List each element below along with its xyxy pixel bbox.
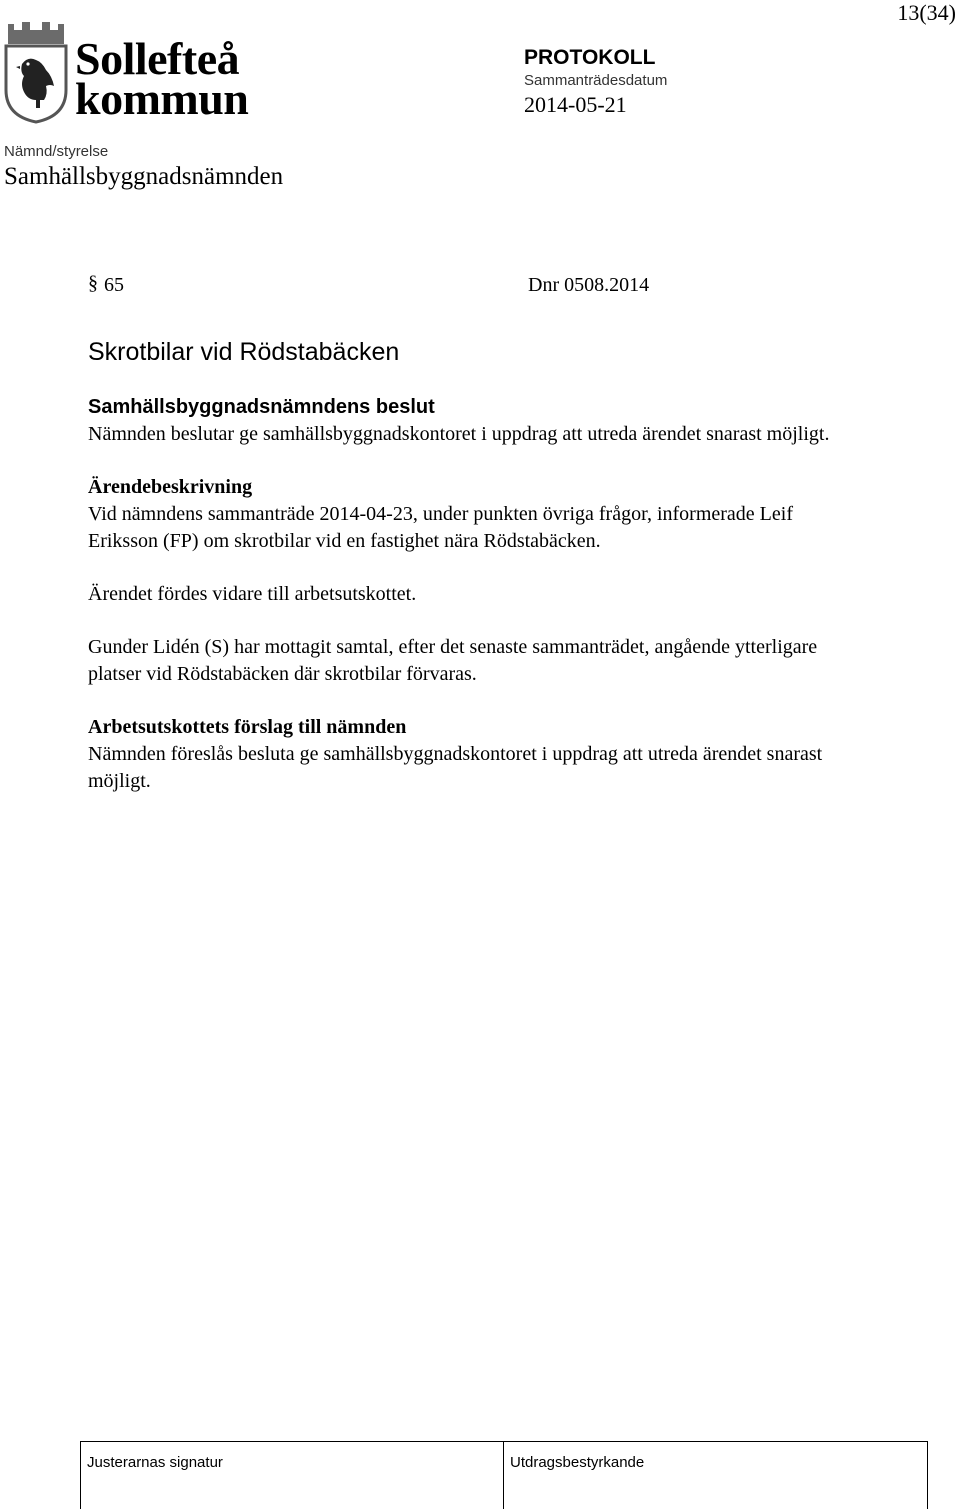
- description-line: Eriksson (FP) om skrotbilar vid en fastighet nära Rödstabäcken.: [88, 530, 601, 552]
- description-line: Vid nämndens sammanträde 2014-04-23, under punkten övriga frågor, informerade Leif: [88, 503, 793, 525]
- meeting-date-label: Sammanträdesdatum: [524, 72, 668, 89]
- decision-heading: Samhällsbyggnadsnämndens beslut: [88, 396, 435, 418]
- board-label: Nämnd/styrelse: [4, 143, 109, 160]
- description-line: Gunder Lidén (S) har mottagit samtal, efter det senaste sammanträdet, angående ytterligare: [88, 636, 818, 658]
- decision-text: Nämnden beslutar ge samhällsbyggnadskontoret i uppdrag att utreda ärendet snarast möjligt.: [88, 423, 830, 445]
- signature-footer: [80, 1441, 928, 1509]
- justerare-signature-label: Justerarnas signatur: [87, 1454, 223, 1471]
- footer-divider: [503, 1442, 504, 1509]
- logo-text-line1: Sollefteå: [75, 33, 240, 84]
- page-number: 13(34): [897, 0, 956, 25]
- extract-certified-label: Utdragsbestyrkande: [510, 1454, 645, 1471]
- coat-of-arms-grouse-icon: [4, 20, 68, 124]
- item-body: [88, 394, 948, 795]
- proposal-heading: Arbetsutskottets förslag till nämnden: [88, 716, 407, 738]
- description-heading: Ärendebeskrivning: [88, 476, 253, 498]
- paragraph-sign: §: [88, 272, 98, 294]
- board-name: Samhällsbyggnadsnämnden: [4, 163, 284, 190]
- description-paragraph: Ärendet fördes vidare till arbetsutskottet.: [88, 583, 417, 605]
- document-type: PROTOKOLL: [524, 46, 656, 69]
- logo-text-line2: kommun: [75, 73, 249, 124]
- meeting-date: 2014-05-21: [524, 92, 627, 117]
- item-title: Skrotbilar vid Rödstabäcken: [88, 338, 400, 366]
- paragraph-number: 65: [104, 274, 124, 296]
- description-line: platser vid Rödstabäcken där skrotbilar förvaras.: [88, 663, 477, 685]
- proposal-line: möjligt.: [88, 770, 151, 792]
- proposal-line: Nämnden föreslås besluta ge samhällsbyggnadskontoret i uppdrag att utreda ärendet snarast: [88, 743, 823, 765]
- diary-number: Dnr 0508.2014: [528, 274, 650, 296]
